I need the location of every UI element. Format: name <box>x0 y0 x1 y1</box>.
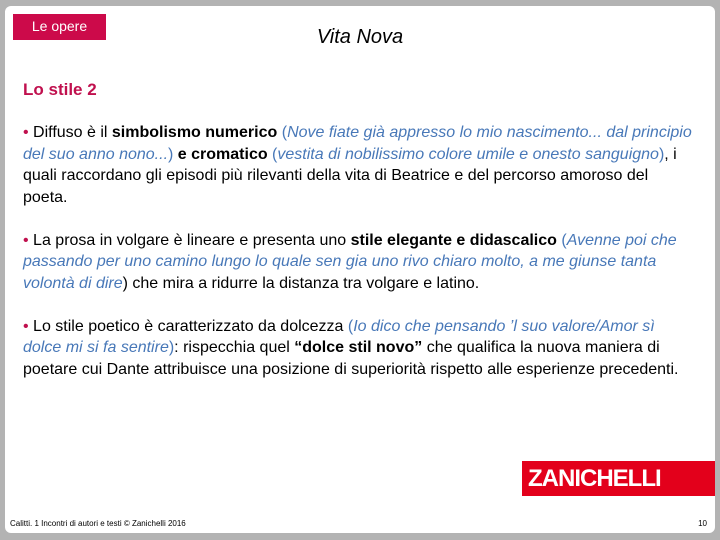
bullet-icon: • <box>23 317 34 335</box>
page-number: 10 <box>698 519 707 528</box>
zanichelli-logo: ZANICHELLI <box>522 461 715 496</box>
text-segment: La prosa in volgare è lineare e presenta uno <box>33 231 351 249</box>
slide-title: Vita Nova <box>316 26 404 48</box>
text-segment: ) <box>168 339 175 356</box>
slide-subtitle: Lo stile 2 <box>23 80 97 99</box>
text-segment: che qualifica la nuova maniera di poetare cui Dante attribuisce una posizione di superiorità rispetto alle esperienze precedenti. <box>23 339 679 378</box>
text-segment: “dolce stil novo” <box>294 339 423 356</box>
section-tag: Le opere <box>13 14 106 40</box>
slide-body <box>23 122 695 402</box>
text-segment: cromatico <box>191 145 268 163</box>
text-segment: Avenne poi che passando per uno camino lungo lo quale sen gia uno rivo chiaro molto, a me giunse tanta volontà di dire <box>23 231 677 292</box>
text-segment: Lo stile poetico è caratterizzato da dolcezza <box>33 317 348 335</box>
text-segment: ) <box>658 145 665 163</box>
text-segment: ( <box>277 124 288 141</box>
text-segment: Io dico che pensando ’l suo valore/Amor sì dolce mi si fa sentire <box>23 317 655 356</box>
bullet-icon: • <box>23 124 34 141</box>
text-segment: ) <box>168 145 174 163</box>
bullet-paragraph <box>23 122 695 208</box>
bullet-paragraph <box>23 230 695 295</box>
text-segment: Diffuso è il <box>33 124 112 141</box>
bullet-paragraph <box>23 316 695 381</box>
text-segment: Nove fiate già appresso lo mio nascimento... dal principio del suo anno nono... <box>23 124 692 163</box>
text-segment: , i quali raccordano gli episodi più rilevanti della vita di Beatrice e del percorso amoroso del poeta. <box>23 145 677 206</box>
text-segment: ( <box>347 317 354 335</box>
footer-credit: Calitti. 1 Incontri di autori e testi © Zanichelli 2016 <box>10 519 186 528</box>
text-segment: ( <box>556 231 567 249</box>
text-segment: vestita di nobilissimo colore umile e onesto sanguigno <box>277 145 659 163</box>
text-segment: stile elegante e didascalico <box>350 231 557 249</box>
bullet-icon: • <box>23 231 34 249</box>
text-segment: ) che mira a ridurre la distanza tra volgare e latino. <box>122 274 480 292</box>
text-segment: : rispecchia quel <box>174 339 295 356</box>
text-segment: ( <box>267 145 278 163</box>
text-segment: e <box>173 145 192 163</box>
text-segment: simbolismo numerico <box>111 124 278 141</box>
